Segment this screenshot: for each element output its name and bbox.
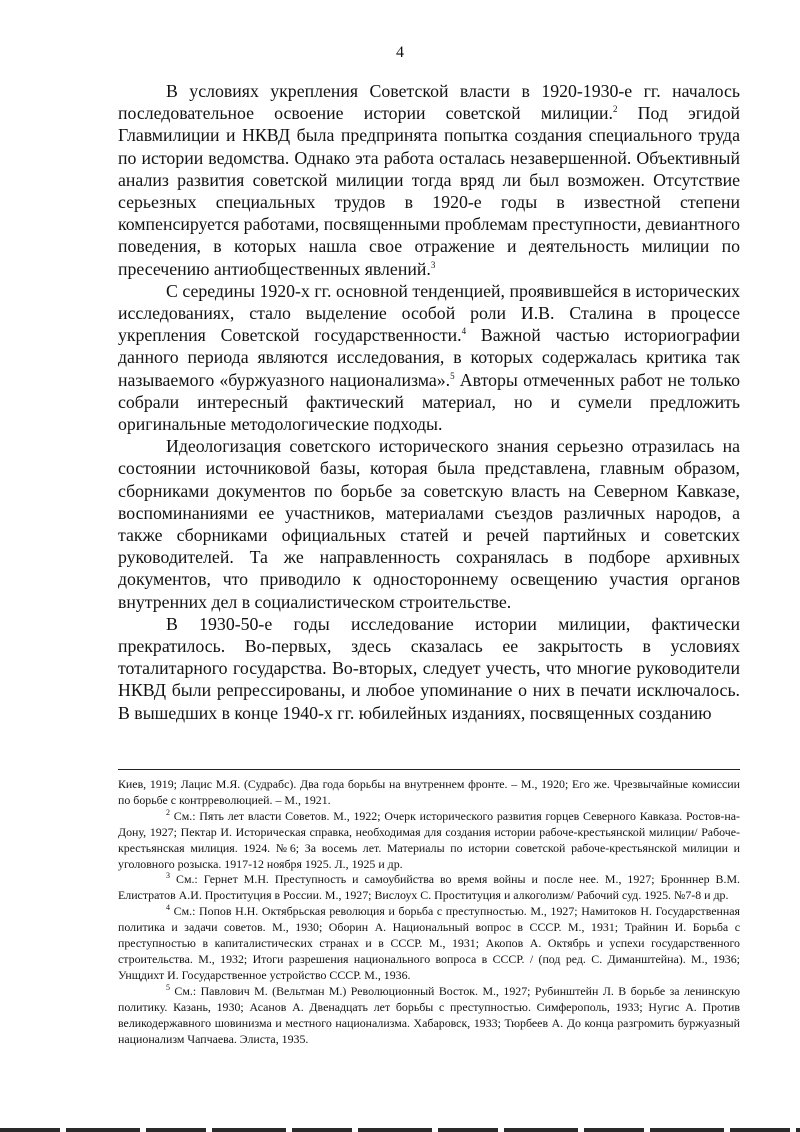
text-run: Авторы отмеченных работ не только собрали интересный фактический материал, но и сумели предложить оригинальные методологические подходы. — [118, 369, 740, 435]
footnote — [118, 809, 740, 873]
body-paragraph — [118, 613, 740, 724]
footnote-marker: 3 — [430, 259, 436, 270]
footnote-divider — [118, 769, 740, 770]
footnote-marker: 4 — [166, 903, 170, 913]
footnote — [118, 904, 740, 984]
footnotes — [118, 777, 740, 1047]
body-paragraph — [118, 280, 740, 435]
text-run: Киев, 1919; Лацис М.Я. (Судрабс). Два года борьбы на внутреннем фронте. – М., 1920; Его же. Чрезвычайные комиссии по борьбе с контрреволюцией. – М., 1921. — [118, 777, 740, 807]
footnote-marker: 2 — [612, 104, 618, 115]
text-run: См.: Павлович М. (Вельтман М.) Революционный Восток. М., 1927; Рубинштейн Л. В борьбе за ленинскую политику. Казань, 1930; Асанов А. Двенадцать лет борьбы с преступностью. Симферополь, 1933; Нугис А. Против великодержавного шовинизма и местного национализма. Хабаровск, 1933; Тюрбеев А. До конца разгромить буржуазный национализм Чапчаева. Элиста, 1935. — [118, 983, 740, 1046]
text-run: См.: Попов Н.Н. Октябрьская революция и борьба с преступностью. М., 1927; Намитоков Н. Государственная политика и задачи советов. М., 1930; Оборин А. Национальный вопрос в СССР. М., 1931; Трайнин И. Борьба с преступностью в капиталистических странах и в СССР. М., 1931; Акопов А. Октябрь и успехи государственного строительства. М., 1932; Итоги разрешения национального вопроса в СССР. / (под ред. С. Диманштейна). М., 1936; Унщдихт И. Государственное устройство СССР. М., 1936. — [118, 904, 740, 982]
text-run: Важной частью историографии данного периода являются исследования, в которых содержалась критика так называемого «буржуазного национализма». — [118, 325, 740, 390]
body-paragraph — [118, 435, 740, 613]
text-run: С середины 1920-х гг. основной тенденцией, проявившейся в исторических исследованиях, стало выделение особой роли И.В. Сталина в процессе укрепления Советской государственности. — [118, 280, 740, 346]
text-run: В условиях укрепления Советской власти в 1920-1930-е гг. началось последовательное освоение истории советской милиции. — [118, 81, 740, 124]
body-text — [118, 80, 740, 724]
text-run: В 1930-50-е годы исследование истории милиции, фактически прекратилось. Во-первых, здесь сказалась ее закрытость в условиях тоталитарного государства. Во-вторых, следует учесть, что многие руководители НКВД были репрессированы, и любое упоминание о них в печати исключалось. В вышедших в конце 1940-х гг. юбилейных изданиях, посвященных созданию — [118, 613, 740, 723]
footnote-marker: 3 — [166, 871, 170, 881]
footnote-marker: 5 — [450, 370, 455, 381]
footnote-marker: 4 — [461, 326, 467, 337]
text-run: Под эгидой Главмилиции и НКВД была предпринята попытка создания специального труда по истории ведомства. Однако эта работа осталась незавершенной. Объективный анализ развития советской милиции тогда вряд ли был возможен. Отсутствие серьезных специальных трудов в 1920-е годы в известной степени компенсируется работами, посвященными проблемам преступности, девиантного поведения, в которых нашла свое отражение и деятельность милиции по пресечению антиобщественных явлений. — [118, 103, 740, 279]
footnote-marker: 2 — [166, 807, 170, 817]
scan-edge-artifact — [0, 1128, 800, 1132]
text-run: Идеологизация советского исторического знания серьезно отразилась на состоянии источниковой базы, которая была представлена, главным образом, сборниками документов по борьбе за советскую власть на Северном Кавказе, воспоминаниями ее участников, материалами съездов различных народов, а также сборниками официальных статей и речей партийных и советских руководителей. Та же направленность сохранялась в подборе архивных документов, что приводило к одностороннему освещению участия органов внутренних дел в социалистическом строительстве. — [118, 436, 740, 612]
page-number: 4 — [396, 44, 404, 61]
footnote — [118, 872, 740, 904]
footnote — [118, 777, 740, 809]
text-run: См.: Пять лет власти Советов. М., 1922; Очерк исторического развития горцев Северного Кавказа. Ростов-на-Дону, 1927; Пектар И. Историческая справка, необходимая для создания истории рабоче-крестьянской милиции/ Рабоче-крестьянская милиция. 1924. №6; За восемь лет. Материалы по истории советской рабоче-крестьянской милиции и уголовного розыска. 1917-12 ноября 1925. Л., 1925 и др. — [118, 808, 740, 871]
body-paragraph — [118, 80, 740, 280]
text-run: См.: Гернет М.Н. Преступность и самоубийства во время войны и после нее. М., 1927; Бронннер В.М. Елистратов А.И. Проституция в России. М., 1927; Вислоух С. Проституция и алкоголизм/ Рабочий суд. 1925. №7-8 и др. — [118, 872, 740, 903]
footnote-marker: 5 — [166, 982, 170, 992]
footnote — [118, 984, 740, 1048]
